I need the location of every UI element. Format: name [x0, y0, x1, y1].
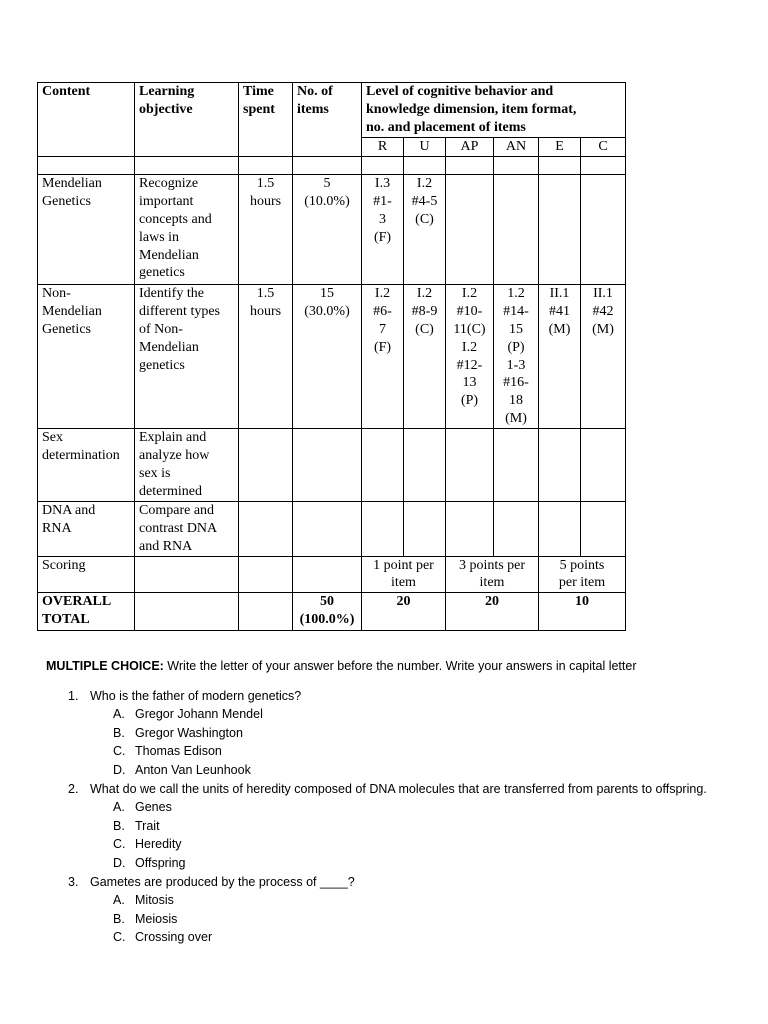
answer-option: [46, 835, 736, 854]
table-row: [38, 174, 626, 284]
cell-line: Mendelian: [139, 339, 199, 355]
cell-line: Genetics: [42, 193, 91, 209]
objective-cell: [135, 429, 239, 502]
c-cell: [581, 429, 626, 502]
answer-option: [46, 724, 736, 743]
u-cell: [404, 174, 446, 284]
cell-line: Explain and: [139, 430, 207, 446]
scoring-e-c: 5 points per item: [539, 556, 626, 593]
option-letter: A.: [113, 707, 125, 722]
time-cell: [239, 429, 293, 502]
option-text: Thomas Edison: [135, 744, 222, 759]
question-number: 2.: [68, 781, 79, 796]
e-cell: [539, 284, 581, 428]
overall-total-row: [38, 593, 626, 631]
total-ap-an: 20: [446, 593, 539, 631]
cell-line: #41: [549, 303, 570, 319]
cell-line: #16-: [503, 375, 529, 391]
question-text: Who is the father of modern genetics?: [90, 688, 302, 703]
cell-line: Compare and: [139, 502, 215, 518]
cell-line: (10.0%): [304, 193, 350, 209]
table-row: [38, 284, 626, 428]
option-letter: C.: [113, 837, 126, 852]
u-cell: [404, 501, 446, 556]
scoring-label: Scoring: [38, 556, 135, 593]
answer-option: [46, 798, 736, 817]
cell-line: (C): [415, 321, 434, 337]
table-of-specifications: [37, 82, 626, 631]
option-letter: C.: [113, 930, 126, 945]
answer-option: [46, 761, 736, 780]
cell-line: Genetics: [42, 321, 91, 337]
header-row: [38, 83, 626, 138]
cell-line: (M): [548, 321, 571, 337]
cell-line: hours: [249, 303, 282, 319]
level-r: R: [362, 138, 404, 157]
option-text: Crossing over: [135, 930, 213, 945]
e-cell: [539, 174, 581, 284]
answer-option: [46, 817, 736, 836]
items-cell: [293, 429, 362, 502]
time-cell: [239, 174, 293, 284]
cell-line: (C): [415, 211, 434, 227]
cell-line: RNA: [42, 520, 72, 536]
option-text: Gregor Johann Mendel: [135, 707, 263, 722]
ap-cell: [446, 174, 494, 284]
scoring-row: [38, 556, 626, 593]
cell-line: DNA and: [42, 502, 96, 518]
cell-line: 13: [462, 375, 477, 391]
cell-line: 15: [509, 321, 523, 337]
cell-line: 1.5: [256, 285, 275, 301]
cell-line: 1.2: [507, 285, 525, 301]
answer-option: [46, 742, 736, 761]
cell-line: and RNA: [139, 538, 193, 554]
cell-line: II.1: [549, 285, 570, 301]
total-e-c: 10: [539, 593, 626, 631]
option-text: Mitosis: [135, 893, 174, 908]
cell-line: I.2: [416, 285, 433, 301]
multiple-choice-section: [46, 657, 736, 947]
quiz-instructions: [46, 657, 736, 676]
content-cell: [38, 429, 135, 502]
ap-cell: [446, 429, 494, 502]
cell-line: hours: [249, 193, 282, 209]
level-u: U: [404, 138, 446, 157]
an-cell: [494, 284, 539, 428]
level-e: E: [539, 138, 581, 157]
answer-option: [46, 891, 736, 910]
question-item: [46, 687, 736, 706]
option-text: Anton Van Leunhook: [135, 762, 251, 777]
cell-line: 5: [323, 175, 331, 191]
cell-line: #42: [592, 303, 614, 319]
cell-line: Mendelian: [42, 175, 102, 191]
items-cell: [293, 284, 362, 428]
option-letter: B.: [113, 911, 125, 926]
cell-line: #14-: [503, 303, 529, 319]
cell-line: analyze how: [139, 448, 210, 464]
content-cell: [38, 284, 135, 428]
c-cell: [581, 174, 626, 284]
cell-line: #4-5: [411, 193, 438, 209]
option-text: Trait: [135, 818, 160, 833]
items-cell: [293, 174, 362, 284]
table-row: [38, 501, 626, 556]
cell-line: genetics: [139, 357, 185, 373]
cell-line: (M): [592, 321, 614, 337]
table-row: [38, 429, 626, 502]
cell-line: determination: [42, 448, 120, 464]
cell-line: 18: [509, 393, 523, 409]
objective-cell: [135, 501, 239, 556]
cell-line: contrast DNA: [139, 520, 218, 536]
cell-line: Non-: [42, 285, 71, 301]
total-r-u: 20: [362, 593, 446, 631]
cell-line: Identify the: [139, 285, 204, 301]
header-time-spent: Time spent: [239, 83, 293, 157]
level-c: C: [581, 138, 626, 157]
cell-line: 1.5: [256, 175, 275, 191]
total-items: 50 (100.0%): [293, 593, 362, 631]
ap-cell: [446, 501, 494, 556]
level-ap: AP: [446, 138, 494, 157]
cell-line: 3: [379, 211, 386, 227]
objective-cell: [135, 284, 239, 428]
option-letter: D.: [113, 855, 126, 870]
header-no-of-items: No. of items: [293, 83, 362, 157]
time-cell: [239, 284, 293, 428]
quiz-heading: MULTIPLE CHOICE:: [46, 659, 164, 673]
option-letter: B.: [113, 818, 125, 833]
cell-line: I.2: [461, 285, 478, 301]
cell-line: #6-: [373, 303, 392, 319]
cell-line: (30.0%): [304, 303, 350, 319]
cell-line: I.2: [416, 175, 433, 191]
cell-line: (P): [507, 339, 525, 355]
header-content: Content: [38, 83, 135, 157]
r-cell: [362, 429, 404, 502]
cell-line: of Non-: [139, 321, 183, 337]
r-cell: [362, 284, 404, 428]
option-text: Gregor Washington: [135, 725, 243, 740]
u-cell: [404, 429, 446, 502]
an-cell: [494, 501, 539, 556]
option-text: Meiosis: [135, 911, 178, 926]
c-cell: [581, 501, 626, 556]
time-cell: [239, 501, 293, 556]
option-letter: C.: [113, 744, 126, 759]
e-cell: [539, 501, 581, 556]
option-letter: A.: [113, 893, 125, 908]
content-cell: [38, 501, 135, 556]
items-cell: [293, 501, 362, 556]
option-letter: A.: [113, 800, 125, 815]
cell-line: II.1: [593, 285, 613, 301]
cell-line: 7: [379, 321, 386, 337]
question-text: What do we call the units of heredity composed of DNA molecules that are transferred from parents to offspring.: [90, 781, 707, 796]
cell-line: concepts and: [139, 211, 212, 227]
answer-option: [46, 854, 736, 873]
an-cell: [494, 174, 539, 284]
quiz-instructions-text: Write the letter of your answer before the number. Write your answers in capital letter: [163, 659, 637, 673]
option-letter: B.: [113, 725, 125, 740]
header-learning-objective: Learning objective: [135, 83, 239, 157]
cell-line: Mendelian: [139, 247, 199, 263]
cell-line: laws in: [139, 229, 180, 245]
answer-option: [46, 705, 736, 724]
cell-line: 1-3: [506, 357, 526, 373]
overall-total-label: OVERALL TOTAL: [38, 593, 135, 631]
cell-line: genetics: [139, 265, 185, 281]
option-text: Heredity: [135, 837, 182, 852]
cell-line: (M): [505, 411, 527, 427]
cell-line: Mendelian: [42, 303, 102, 319]
answer-option: [46, 910, 736, 929]
cell-line: 15: [320, 285, 334, 301]
cell-line: (P): [460, 393, 479, 409]
question-number: 1.: [68, 688, 79, 703]
cell-line: sex is: [139, 465, 171, 481]
cell-line: Sex: [42, 430, 63, 446]
cell-line: I.3: [374, 175, 391, 191]
cell-line: #8-9: [411, 303, 438, 319]
cell-line: (F): [373, 229, 392, 245]
objective-cell: [135, 174, 239, 284]
cell-line: determined: [139, 483, 202, 499]
u-cell: [404, 284, 446, 428]
cell-line: different types: [139, 303, 220, 319]
cell-line: #1-: [373, 193, 392, 209]
scoring-r-u: 1 point per item: [362, 556, 446, 593]
cell-line: (F): [373, 339, 392, 355]
option-text: Offspring: [135, 855, 186, 870]
cell-line: Recognize: [139, 175, 199, 191]
question-number: 3.: [68, 874, 79, 889]
option-letter: D.: [113, 762, 126, 777]
cell-line: important: [139, 193, 194, 209]
cell-line: #10-: [456, 303, 483, 319]
question-list: [46, 687, 736, 947]
header-cognitive-level: Level of cognitive behavior and knowledge dimension, item format, no. and placement of items: [362, 83, 626, 138]
cell-line: I.2: [461, 339, 478, 355]
cell-line: #12-: [456, 357, 483, 373]
content-cell: [38, 174, 135, 284]
e-cell: [539, 429, 581, 502]
ap-cell: [446, 284, 494, 428]
c-cell: [581, 284, 626, 428]
r-cell: [362, 174, 404, 284]
question-text: Gametes are produced by the process of ____?: [90, 874, 355, 889]
answer-option: [46, 928, 736, 947]
an-cell: [494, 429, 539, 502]
question-item: [46, 780, 736, 799]
cell-line: I.2: [374, 285, 391, 301]
level-an: AN: [494, 138, 539, 157]
cell-line: 11(C): [453, 321, 486, 337]
option-text: Genes: [135, 800, 172, 815]
r-cell: [362, 501, 404, 556]
scoring-ap-an: 3 points per item: [446, 556, 539, 593]
question-item: [46, 873, 736, 892]
spacer-row: [38, 156, 626, 174]
